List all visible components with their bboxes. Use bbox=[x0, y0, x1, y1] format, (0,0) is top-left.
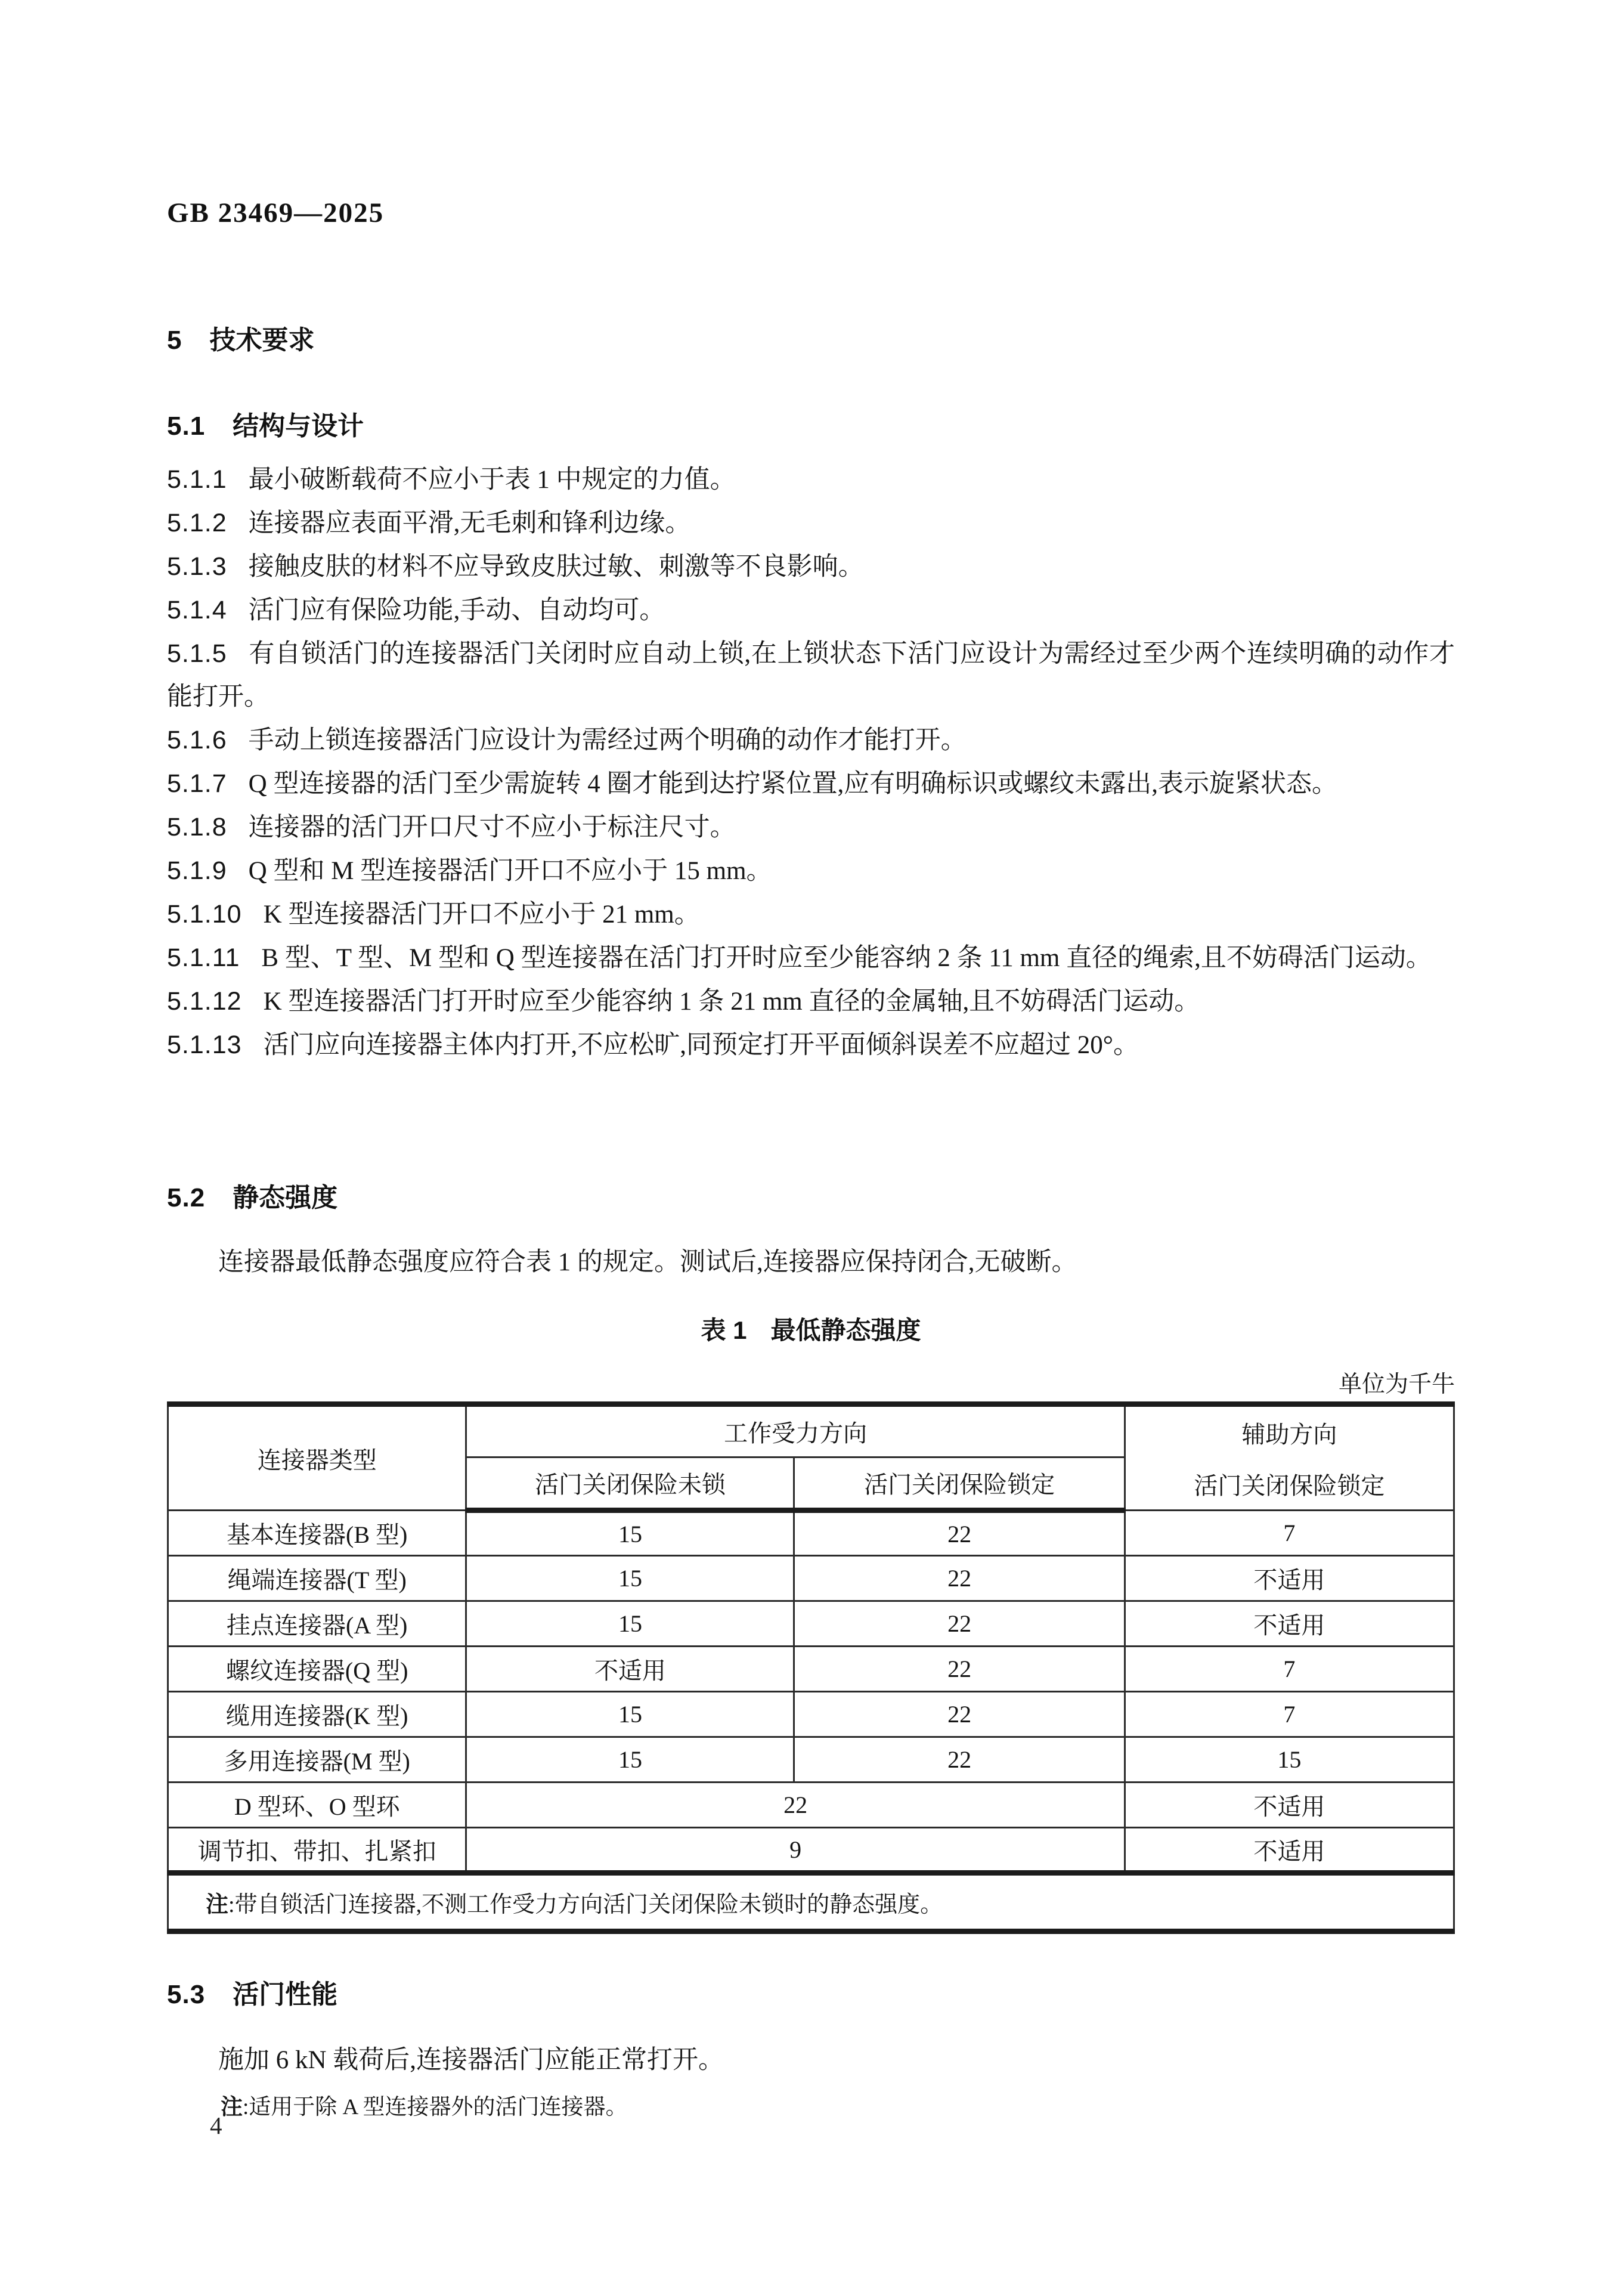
standard-code: GB 23469—2025 bbox=[167, 197, 385, 228]
cell-connector-type: D 型环、O 型环 bbox=[168, 1783, 466, 1828]
clause-5-1-6 bbox=[167, 719, 1455, 762]
clause-5-1-8 bbox=[167, 806, 1455, 849]
cell-connector-type: 多用连接器(M 型) bbox=[168, 1737, 466, 1783]
table-1-caption bbox=[167, 1311, 1455, 1347]
clause-number: 5.1.5 bbox=[167, 639, 227, 668]
clause-5-1-9 bbox=[167, 849, 1455, 893]
clause-text: 活门应有保险功能,手动、自动均可。 bbox=[248, 596, 665, 624]
table-row bbox=[168, 1556, 1454, 1601]
clause-number: 5.1.12 bbox=[167, 987, 242, 1016]
cell-connector-type: 调节扣、带扣、扎紧扣 bbox=[168, 1828, 466, 1873]
clause-number: 5.1.13 bbox=[167, 1031, 242, 1059]
clause-text: 活门应向连接器主体内打开,不应松旷,同预定打开平面倾斜误差不应超过 20°。 bbox=[263, 1031, 1139, 1059]
cell-unlocked-value: 不适用 bbox=[466, 1647, 794, 1692]
header-work-direction-group: 工作受力方向 bbox=[466, 1404, 1125, 1458]
section-5-3-paragraph: 施加 6 kN 载荷后,连接器活门应能正常打开。 bbox=[218, 2046, 724, 2074]
cell-unlocked-value: 15 bbox=[466, 1511, 794, 1556]
cell-work-merged-value: 9 bbox=[466, 1828, 1125, 1873]
header-aux-line1: 辅助方向 bbox=[1241, 1421, 1337, 1448]
table-row-merged bbox=[168, 1828, 1454, 1873]
cell-locked-value: 22 bbox=[794, 1692, 1125, 1737]
clause-number: 5.1.6 bbox=[167, 726, 227, 754]
cell-locked-value: 22 bbox=[794, 1601, 1125, 1647]
header-connector-type: 连接器类型 bbox=[168, 1404, 466, 1511]
section-5-2-paragraph: 连接器最低静态强度应符合表 1 的规定。测试后,连接器应保持闭合,无破断。 bbox=[218, 1248, 1077, 1276]
static-strength-table bbox=[167, 1401, 1455, 1934]
clause-5-1-5 bbox=[167, 632, 1455, 719]
section-5-1-heading bbox=[167, 404, 1455, 443]
clause-text: K 型连接器活门打开时应至少能容纳 1 条 21 mm 直径的金属轴,且不妨碍活门运动。 bbox=[263, 988, 1200, 1016]
cell-aux-value: 15 bbox=[1125, 1737, 1454, 1783]
note-text: :带自锁活门连接器,不测工作受力方向活门关闭保险未锁时的静态强度。 bbox=[228, 1892, 943, 1917]
clause-5-1-1 bbox=[167, 458, 1455, 502]
section-title: 静态强度 bbox=[233, 1183, 338, 1212]
clause-number: 5.1.3 bbox=[167, 552, 227, 581]
cell-locked-value: 22 bbox=[794, 1647, 1125, 1692]
clause-5-1-3 bbox=[167, 545, 1455, 589]
cell-aux-value: 7 bbox=[1125, 1692, 1454, 1737]
table-row-merged bbox=[168, 1783, 1454, 1828]
table-row bbox=[168, 1647, 1454, 1692]
cell-connector-type: 缆用连接器(K 型) bbox=[168, 1692, 466, 1737]
clause-text: 最小破断载荷不应小于表 1 中规定的力值。 bbox=[248, 466, 736, 494]
section-number: 5.1 bbox=[167, 411, 206, 441]
section-5-2-heading bbox=[167, 1176, 1455, 1214]
table-row bbox=[168, 1737, 1454, 1783]
table-note-row bbox=[168, 1873, 1454, 1932]
section-5-3-heading bbox=[167, 1973, 1455, 2011]
clause-list bbox=[167, 458, 1455, 1067]
clause-number: 5.1.10 bbox=[167, 900, 242, 929]
note-label: 注 bbox=[206, 1892, 229, 1917]
clause-text: 连接器应表面平滑,无毛刺和锋利边缘。 bbox=[248, 509, 691, 537]
note-text: :适用于除 A 型连接器外的活门连接器。 bbox=[243, 2095, 628, 2119]
cell-aux-value: 7 bbox=[1125, 1511, 1454, 1556]
clause-number: 5.1.9 bbox=[167, 856, 227, 885]
cell-aux-value: 不适用 bbox=[1125, 1783, 1454, 1828]
cell-locked-value: 22 bbox=[794, 1737, 1125, 1783]
header-row-1 bbox=[168, 1404, 1454, 1458]
cell-aux-value: 不适用 bbox=[1125, 1556, 1454, 1601]
table-title: 最低静态强度 bbox=[770, 1316, 921, 1344]
clause-text: Q 型连接器的活门至少需旋转 4 圈才能到达拧紧位置,应有明确标识或螺纹未露出,表示旋紧状态。 bbox=[248, 770, 1337, 798]
table-row bbox=[168, 1692, 1454, 1737]
section-number: 5 bbox=[167, 326, 182, 355]
clause-5-1-12 bbox=[167, 980, 1455, 1023]
cell-aux-value: 7 bbox=[1125, 1647, 1454, 1692]
clause-number: 5.1.8 bbox=[167, 813, 227, 841]
clause-5-1-2 bbox=[167, 502, 1455, 545]
cell-unlocked-value: 15 bbox=[466, 1737, 794, 1783]
clause-5-1-4 bbox=[167, 589, 1455, 632]
clause-text: K 型连接器活门开口不应小于 21 mm。 bbox=[263, 901, 700, 929]
section-5-3-note bbox=[167, 2088, 1455, 2121]
clause-5-1-7 bbox=[167, 762, 1455, 806]
clause-text: 有自锁活门的连接器活门关闭时应自动上锁,在上锁状态下活门应设计为需经过至少两个连续明确的动作才能打开。 bbox=[167, 640, 1455, 711]
cell-connector-type: 绳端连接器(T 型) bbox=[168, 1556, 466, 1601]
header-aux-line2: 活门关闭保险锁定 bbox=[1194, 1472, 1385, 1499]
clause-5-1-11 bbox=[167, 936, 1455, 980]
clause-text: 手动上锁连接器活门应设计为需经过两个明确的动作才能打开。 bbox=[248, 726, 967, 754]
cell-locked-value: 22 bbox=[794, 1511, 1125, 1556]
clause-number: 5.1.1 bbox=[167, 465, 227, 494]
table-unit-note: 单位为千牛 bbox=[1338, 1372, 1455, 1397]
section-5-heading bbox=[167, 318, 1455, 357]
section-title: 活门性能 bbox=[233, 1980, 338, 2009]
table-row bbox=[168, 1511, 1454, 1556]
section-number: 5.2 bbox=[167, 1183, 206, 1212]
cell-unlocked-value: 15 bbox=[466, 1556, 794, 1601]
section-title: 结构与设计 bbox=[233, 411, 364, 441]
clause-number: 5.1.4 bbox=[167, 596, 227, 624]
table-1-wrapper bbox=[167, 1401, 1455, 1934]
cell-connector-type: 挂点连接器(A 型) bbox=[168, 1601, 466, 1647]
clause-text: 连接器的活门开口尺寸不应小于标注尺寸。 bbox=[248, 813, 736, 841]
table-label: 表 1 bbox=[701, 1316, 747, 1344]
cell-connector-type: 螺纹连接器(Q 型) bbox=[168, 1647, 466, 1692]
clause-text: Q 型和 M 型连接器活门开口不应小于 15 mm。 bbox=[248, 857, 772, 885]
note-label: 注 bbox=[221, 2094, 243, 2119]
cell-work-merged-value: 22 bbox=[466, 1783, 1125, 1828]
section-title: 技术要求 bbox=[209, 326, 315, 355]
clause-number: 5.1.11 bbox=[167, 943, 240, 972]
cell-locked-value: 22 bbox=[794, 1556, 1125, 1601]
table-note bbox=[168, 1873, 1454, 1932]
cell-unlocked-value: 15 bbox=[466, 1601, 794, 1647]
table-row bbox=[168, 1601, 1454, 1647]
clause-text: 接触皮肤的材料不应导致皮肤过敏、刺激等不良影响。 bbox=[248, 553, 864, 581]
cell-aux-value: 不适用 bbox=[1125, 1601, 1454, 1647]
page-number: 4 bbox=[210, 2112, 222, 2139]
clause-text: B 型、T 型、M 型和 Q 型连接器在活门打开时应至少能容纳 2 条 11 mm 直径的绳索,且不妨碍活门运动。 bbox=[261, 944, 1432, 972]
clause-5-1-13 bbox=[167, 1023, 1455, 1067]
section-number: 5.3 bbox=[167, 1980, 206, 2009]
clause-5-1-10 bbox=[167, 893, 1455, 936]
clause-number: 5.1.2 bbox=[167, 509, 227, 537]
cell-unlocked-value: 15 bbox=[466, 1692, 794, 1737]
header-gate-locked: 活门关闭保险锁定 bbox=[794, 1458, 1125, 1511]
cell-connector-type: 基本连接器(B 型) bbox=[168, 1511, 466, 1556]
cell-aux-value: 不适用 bbox=[1125, 1828, 1454, 1873]
header-gate-unlocked: 活门关闭保险未锁 bbox=[466, 1458, 794, 1511]
clause-number: 5.1.7 bbox=[167, 769, 227, 798]
header-aux-direction bbox=[1125, 1404, 1454, 1511]
